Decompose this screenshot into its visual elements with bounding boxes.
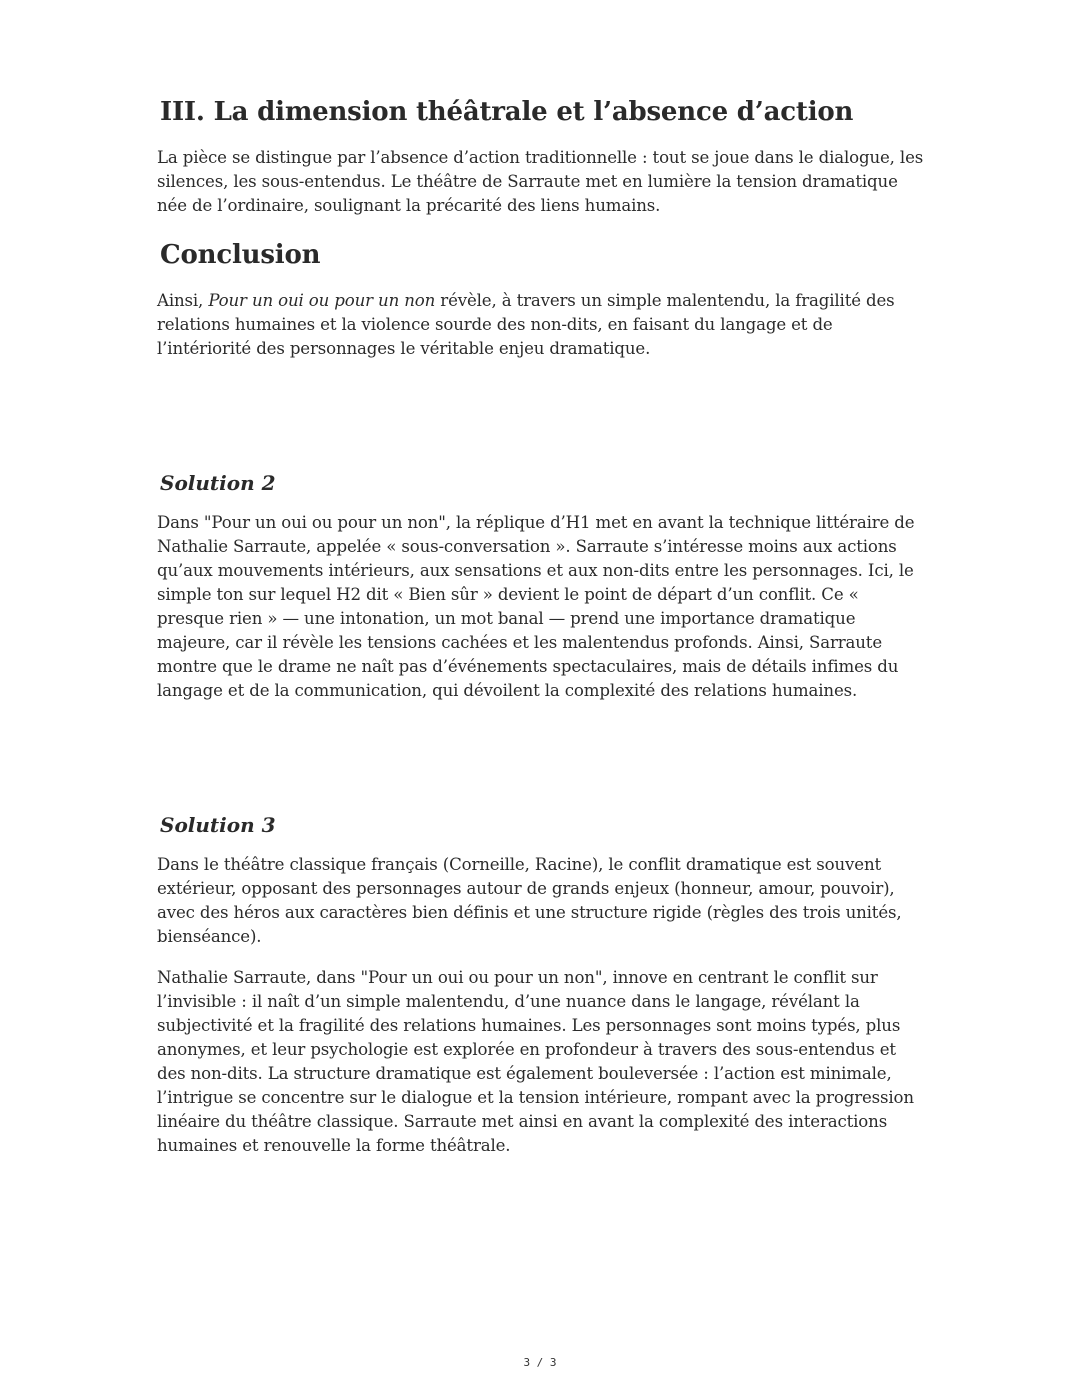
solution-2-heading: Solution 2 — [160, 471, 276, 495]
solution-3-section — [157, 811, 927, 1158]
work-title: Pour un oui ou pour un non — [208, 291, 436, 310]
section-3-paragraph: La pièce se distingue par l’absence d’action traditionnelle : tout se joue dans le dialogue, les silences, les sous-entendus. Le théâtre de Sarraute met en lumière la tension dramatique née de l’ordinaire, soulignant la précarité des liens humains. — [157, 148, 924, 215]
conclusion-text-start: Ainsi, — [157, 291, 209, 310]
conclusion-heading: Conclusion — [160, 240, 321, 270]
solution-3-paragraph-2: Nathalie Sarraute, dans "Pour un oui ou pour un non", innove en centrant le conflit sur l’invisible : il naît d’un simple malentendu, d’une nuance dans le langage, révélant la subjectivité et la fragilité des relations humaines. Les personnages sont moins typés, plus anonymes, et leur psychologie est explorée en profondeur à travers des sous-entendus et des non-dits. La structure dramatique est également bouleversée : l’action est minimale, l’intrigue se concentre sur le dialogue et la tension intérieure, rompant avec la progression linéaire du théâtre classique. Sarraute met ainsi en avant la complexité des interactions humaines et renouvelle la forme théâtrale. — [157, 968, 914, 1155]
conclusion-section — [157, 238, 927, 361]
page-number: 3 / 3 — [523, 1356, 557, 1369]
solution-2-section — [157, 469, 927, 703]
solution-3-paragraph-1: Dans le théâtre classique français (Corneille, Racine), le conflit dramatique est souvent extérieur, opposant des personnages autour de grands enjeux (honneur, amour, pouvoir), avec des héros aux caractères bien définis et une structure rigide (règles des trois unités, bienséance). — [157, 855, 902, 946]
conclusion-paragraph — [157, 289, 927, 361]
solution-2-paragraph: Dans "Pour un oui ou pour un non", la réplique d’H1 met en avant la technique littéraire de Nathalie Sarraute, appelée « sous-conversation ». Sarraute s’intéresse moins aux actions qu’aux mouvements intérieurs, aux sensations et aux non-dits entre les personnages. Ici, le simple ton sur lequel H2 dit « Bien sûr » devient le point de départ d’un conflit. Ce « presque rien » — une intonation, un mot banal — prend une importance dramatique majeure, car il révèle les tensions cachées et les malentendus profonds. Ainsi, Sarraute montre que le drame ne naît pas d’événements spectaculaires, mais de détails infimes du langage et de la communication, qui dévoilent la complexité des relations humaines. — [157, 513, 915, 700]
section-3-heading: III. La dimension théâtrale et l’absence d’action — [160, 97, 854, 127]
conclusion-text-end: révèle, à travers un simple malentendu, la fragilité des relations humaines et la violence sourde des non-dits, en faisant du langage et de l’intériorité des personnages le véritable enjeu dramatique. — [157, 291, 895, 358]
solution-3-heading: Solution 3 — [160, 813, 276, 837]
section-3 — [157, 95, 927, 218]
